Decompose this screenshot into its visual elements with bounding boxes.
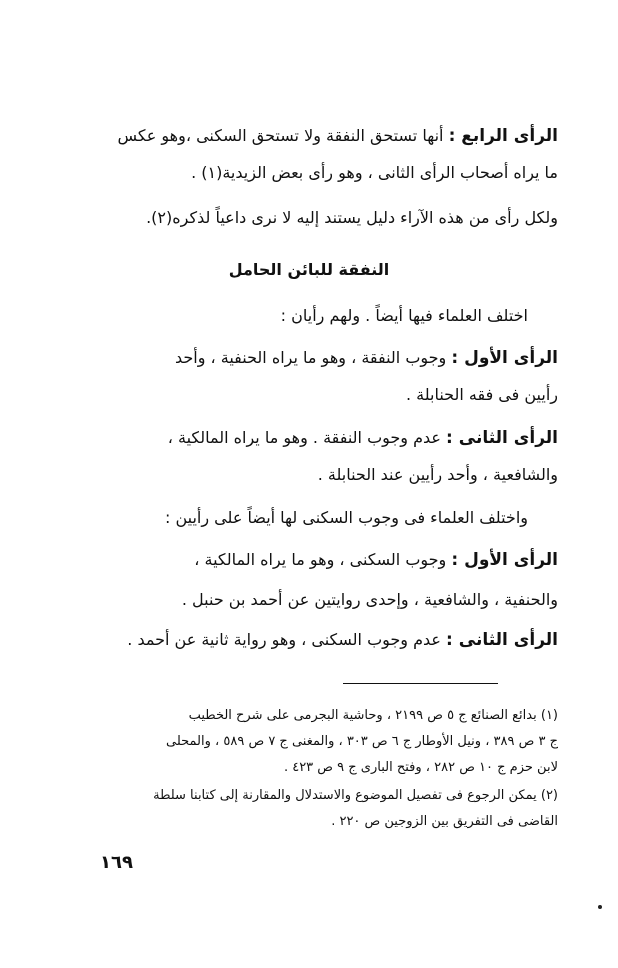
footnote-separator xyxy=(343,683,498,684)
paragraph-3-line-1: اختلف العلماء فيها أيضاً . ولهم رأيان : xyxy=(280,306,528,325)
stray-mark xyxy=(598,905,602,909)
paragraph-2-line-1: ولكل رأى من هذه الآراء دليل يستند إليه لا نرى داعياً لذكره(٢). xyxy=(146,208,558,227)
section-heading: النفقة للبائن الحامل xyxy=(228,260,390,279)
opinion-2-text: عدم وجوب النفقة . وهو ما يراه المالكية ، xyxy=(167,428,441,447)
footnote-1-line-2: ج ٣ ص ٣٨٩ ، ونيل الأوطار ج ٦ ص ٣٠٣ ، والمغنى ج ٧ ص ٥٨٩ ، والمحلى xyxy=(166,734,558,749)
paragraph-1-text: أنها تستحق النفقة ولا تستحق السكنى ،وهو عكس xyxy=(117,126,444,145)
opinion-1-label: الرأى الأول : xyxy=(451,348,558,368)
opinion-4-second-label: الرأى الثانى : xyxy=(446,630,558,650)
opinion-4-label: الرأى الرابع : xyxy=(448,126,558,146)
footnote-2-line-2: القاضى فى التفريق بين الزوجين ص ٢٢٠ . xyxy=(331,814,558,829)
opinion-1-line-2: رأيين فى فقه الحنابلة . xyxy=(405,385,558,404)
footnote-2-line-1: (٢) يمكن الرجوع فى تفصيل الموضوع والاستدلال والمقارنة إلى كتابنا سلطة xyxy=(153,788,558,803)
opinion-2-line-2: والشافعية ، وأحد رأيين عند الحنابلة . xyxy=(317,465,558,484)
opinion-4-line-1 xyxy=(58,630,558,650)
opinion-2-line-1 xyxy=(58,428,558,448)
opinion-3-text: وجوب السكنى ، وهو ما يراه المالكية ، xyxy=(194,550,447,569)
paragraph-4-line-1: واختلف العلماء فى وجوب السكنى لها أيضاً على رأيين : xyxy=(164,508,528,527)
opinion-3-label: الرأى الأول : xyxy=(451,550,558,570)
opinion-1-text: وجوب النفقة ، وهو ما يراه الحنفية ، وأحد xyxy=(174,348,447,367)
opinion-2-label: الرأى الثانى : xyxy=(446,428,558,448)
paragraph-1-line-2: ما يراه أصحاب الرأى الثانى ، وهو رأى بعض الزيدية(١) . xyxy=(191,163,558,182)
opinion-3-line-1 xyxy=(58,550,558,570)
footnote-1-line-1: (١) بدائع الصنائع ج ٥ ص ٢١٩٩ ، وحاشية البجرمى على شرح الخطيب xyxy=(188,708,558,723)
opinion-3-line-2: والحنفية ، والشافعية ، وإحدى روايتين عن أحمد بن حنبل . xyxy=(181,590,558,609)
opinion-1-line-1 xyxy=(58,348,558,368)
opinion-4-text: عدم وجوب السكنى ، وهو رواية ثانية عن أحمد . xyxy=(127,630,441,649)
page-number: ١٦٩ xyxy=(100,852,133,873)
paragraph-1-line-1 xyxy=(58,126,558,146)
footnote-1-line-3: لابن حزم ج ١٠ ص ٢٨٢ ، وفتح البارى ج ٩ ص ٤٢٣ . xyxy=(283,760,558,775)
